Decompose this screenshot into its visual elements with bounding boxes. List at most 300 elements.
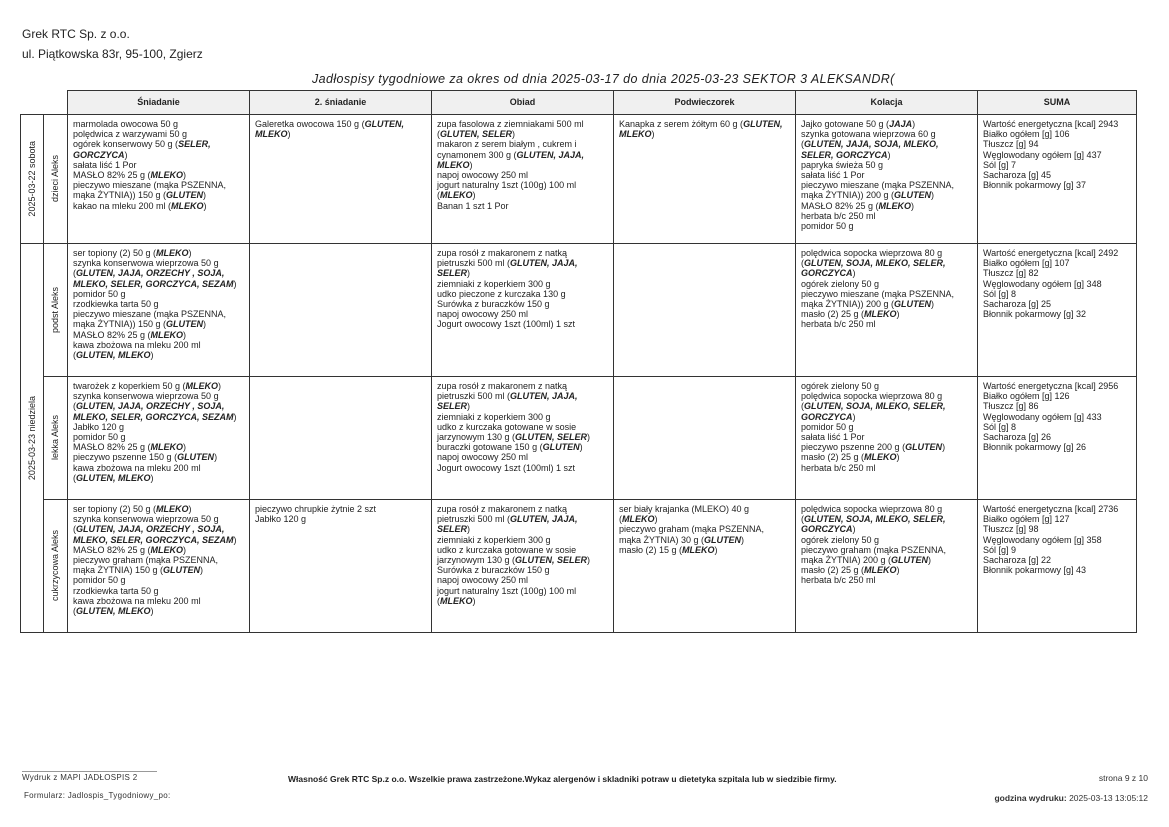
menu-text: mąka ŻYTNIA) 200 g ( <box>801 555 892 566</box>
menu-text: herbata b/c 250 ml <box>801 575 876 586</box>
menu-text: polędwica sopocka wieprzowa 80 g <box>801 391 943 402</box>
menu-text: mąka ŻYTNIA)) 150 g ( <box>73 319 167 330</box>
menu-text: pieczywo graham (mąka PSZENNA, <box>801 544 947 555</box>
menu-text: sałata liść 1 Por <box>801 432 865 443</box>
menu-line <box>73 180 244 190</box>
cell-sum <box>978 500 1137 633</box>
allergen-text: MLEKO <box>150 544 184 555</box>
document-title: Jadłospisy tygodniowe za okres od dnia 2025-03-17 do dnia 2025-03-23 SEKTOR 3 ALEKSANDR( <box>312 72 895 86</box>
cell-breakfast <box>68 115 250 244</box>
date-label: 2025-03-22 sobota <box>26 141 37 217</box>
menu-text: ) <box>587 555 591 566</box>
menu-text: ) <box>200 565 204 576</box>
menu-line <box>801 381 972 391</box>
menu-line <box>801 119 972 129</box>
menu-line <box>801 524 972 534</box>
menu-text: Węglowodany ogółem [g] 348 <box>983 278 1102 289</box>
menu-text: cynamonem 300 g ( <box>437 149 517 160</box>
menu-line <box>73 401 244 411</box>
diet-label: cukrzycowa Aleks <box>50 530 61 602</box>
menu-text: Wartość energetyczna [kcal] 2736 <box>983 504 1119 514</box>
allergen-text: GLUTEN, JAJA, <box>510 258 578 269</box>
menu-line <box>73 586 244 596</box>
menu-line <box>983 180 1131 190</box>
menu-line <box>801 248 972 258</box>
menu-text: Węglowodany ogółem [g] 358 <box>983 534 1102 545</box>
menu-line <box>801 258 972 268</box>
menu-text: pieczywo pszenne 150 g ( <box>73 452 178 463</box>
menu-line <box>73 170 244 180</box>
menu-line <box>73 160 244 170</box>
menu-text: Błonnik pokarmowy [g] 43 <box>983 565 1087 576</box>
allergen-text: SELER <box>437 401 468 412</box>
menu-line <box>73 119 244 129</box>
date-label: 2025-03-23 niedziela <box>26 395 37 481</box>
footer-divider <box>22 771 157 772</box>
menu-text: MASŁO 82% 25 g ( <box>73 170 151 181</box>
allergen-text: GORCZYCA <box>801 411 853 422</box>
menu-line <box>73 524 244 534</box>
menu-line <box>73 319 244 329</box>
menu-line <box>983 258 1131 268</box>
menu-line <box>437 432 608 442</box>
menu-text: ) <box>467 524 471 535</box>
cell-second-breakfast <box>250 115 432 244</box>
menu-text: ser biały krajanka (MLEKO) 40 g <box>619 504 750 514</box>
company-info <box>22 24 203 64</box>
diet-label: lekka Aleks <box>50 415 61 461</box>
menu-text: ( <box>801 258 804 269</box>
menu-text: pietruszki 500 ml ( <box>437 391 511 402</box>
menu-text: masło (2) 25 g ( <box>801 452 865 463</box>
menu-line <box>73 452 244 462</box>
menu-text: Jabłko 120 g <box>255 514 307 525</box>
menu-text: jarzynowym 130 g ( <box>437 432 516 443</box>
menu-text: szynka konserwowa wieprzowa 50 g <box>73 391 219 402</box>
menu-text: ) <box>654 514 658 525</box>
menu-text: ) <box>579 442 583 453</box>
menu-text: Jabłko 120 g <box>73 421 125 432</box>
menu-text: ) <box>203 200 207 211</box>
menu-line <box>73 606 244 616</box>
menu-line <box>801 575 972 585</box>
allergen-text: MLEKO <box>864 452 897 463</box>
company-name: Grek RTC Sp. z o.o. <box>22 27 130 41</box>
menu-line <box>73 463 244 473</box>
menu-text: ) <box>467 401 471 412</box>
column-header-dinner: Kolacja <box>796 91 978 115</box>
menu-text: zupa fasolowa z ziemniakami 500 ml <box>437 119 584 129</box>
menu-text: ) <box>931 190 935 201</box>
menu-line <box>437 514 608 524</box>
cell-second-breakfast <box>250 244 432 377</box>
menu-text: ogórek zielony 50 g <box>801 534 880 545</box>
footer-ownership: Własność Grek RTC Sp.z o.o. Wszelkie prawa zastrzeżone.Wykaz alergenów i skladniki potraw u dietetyka szpitala lub w siedzibie firmy. <box>288 774 837 784</box>
header-row <box>21 91 1137 115</box>
allergen-text: GLUTEN, JAJA, ORZECHY , SOJA, <box>76 401 225 412</box>
menu-text: MASŁO 82% 25 g ( <box>73 442 151 453</box>
allergen-text: GLUTEN, <box>364 119 405 129</box>
menu-text: Białko ogółem [g] 127 <box>983 514 1070 525</box>
menu-line <box>437 309 608 319</box>
menu-line <box>437 422 608 432</box>
allergen-text: MLEKO <box>156 248 189 258</box>
menu-line <box>73 201 244 211</box>
menu-text: ( <box>801 514 804 525</box>
menu-line <box>983 412 1131 422</box>
menu-line <box>73 555 244 565</box>
footer-page-number: strona 9 z 10 <box>1098 773 1148 783</box>
menu-text: pieczywo mieszane (mąka PSZENNA, <box>73 309 227 320</box>
menu-text: ( <box>73 268 76 279</box>
allergen-text: MLEKO, SELER, GORCZYCA, SEZAM <box>73 278 234 289</box>
allergen-text: GLUTEN <box>177 452 215 463</box>
allergen-text: GORCZYCA <box>73 149 125 160</box>
menu-line <box>801 555 972 565</box>
allergen-text: MLEKO <box>150 442 184 453</box>
cell-dinner <box>796 115 978 244</box>
menu-text: pieczywo mieszane (mąka PSZENNA, <box>801 180 955 191</box>
menu-text: ) <box>214 452 218 463</box>
menu-line <box>983 401 1131 411</box>
allergen-text: MLEKO <box>437 159 470 170</box>
menu-line <box>437 119 608 129</box>
allergen-text: MLEKO <box>150 170 184 181</box>
menu-line <box>619 545 790 555</box>
menu-text: Białko ogółem [g] 126 <box>983 391 1070 402</box>
menu-line <box>73 432 244 442</box>
menu-line <box>437 248 608 258</box>
menu-line <box>801 391 972 401</box>
menu-text: Sól [g] 8 <box>983 288 1017 299</box>
menu-line <box>619 119 790 129</box>
menu-line <box>437 596 608 606</box>
menu-line <box>801 190 972 200</box>
allergen-text: GLUTEN, SELER <box>515 555 588 566</box>
menu-text: Błonnik pokarmowy [g] 26 <box>983 442 1087 453</box>
diet-row <box>21 244 1137 377</box>
menu-line <box>801 221 972 231</box>
menu-text: ) <box>233 411 237 422</box>
menu-line <box>983 565 1131 575</box>
menu-line <box>437 319 608 329</box>
menu-text: ) <box>203 190 207 201</box>
allergen-text: GLUTEN, JAJA, ORZECHY , SOJA, <box>76 268 225 279</box>
menu-line <box>73 289 244 299</box>
cell-second-breakfast <box>250 500 432 633</box>
menu-text: kawa zbożowa na mleku 200 ml <box>73 462 201 473</box>
menu-line <box>73 190 244 200</box>
menu-line <box>983 514 1131 524</box>
menu-text: ) <box>150 472 154 483</box>
menu-text: ) <box>911 200 915 211</box>
menu-line <box>619 535 790 545</box>
menu-text: ) <box>183 329 187 340</box>
menu-text: ) <box>912 119 916 129</box>
menu-text: Sól [g] 8 <box>983 421 1017 432</box>
menu-text: papryka świeża 50 g <box>801 159 884 170</box>
menu-line <box>801 319 972 329</box>
allergen-text: GLUTEN <box>894 299 932 310</box>
menu-text: pomidor 50 g <box>73 432 126 443</box>
menu-line <box>801 289 972 299</box>
allergen-text: SELER, <box>178 139 211 150</box>
allergen-text: GLUTEN <box>166 319 204 330</box>
footer-printout: Wydruk z MAPI JADŁOSPIS 2 <box>22 773 138 782</box>
menu-line <box>73 350 244 360</box>
menu-text: ) <box>188 248 192 258</box>
menu-text: pieczywo pszenne 200 g ( <box>801 442 906 453</box>
menu-line <box>983 309 1131 319</box>
header-blank <box>44 91 68 115</box>
cell-dinner <box>796 377 978 500</box>
menu-line <box>983 422 1131 432</box>
menu-text: Białko ogółem [g] 107 <box>983 258 1070 269</box>
allergen-text: GLUTEN, SOJA, MLEKO, SELER, <box>804 258 946 269</box>
menu-line <box>73 268 244 278</box>
menu-text: polędwica sopocka wieprzowa 80 g <box>801 248 943 258</box>
allergen-text: MLEKO <box>682 544 715 555</box>
menu-text: zupa rosół z makaronem z natką <box>437 381 568 391</box>
menu-text: pomidor 50 g <box>801 421 854 432</box>
menu-line <box>619 514 790 524</box>
footer-print-time-label: godzina wydruku: <box>994 793 1067 803</box>
allergen-text: GLUTEN <box>163 565 201 576</box>
menu-line <box>73 596 244 606</box>
cell-lunch <box>432 115 614 244</box>
menu-line <box>801 401 972 411</box>
allergen-text: MLEKO <box>150 329 184 340</box>
menu-text: ( <box>801 401 804 412</box>
menu-text: ) <box>469 159 473 170</box>
menu-text: herbata b/c 250 ml <box>801 210 876 221</box>
menu-text: Banan 1 szt 1 Por <box>437 200 509 211</box>
menu-line <box>801 452 972 462</box>
menu-text: ) <box>896 309 900 320</box>
menu-line <box>983 160 1131 170</box>
menu-text: ) <box>714 544 718 555</box>
menu-text: rzodkiewka tarta 50 g <box>73 299 159 310</box>
menu-text: ) <box>467 268 471 279</box>
menu-text: pieczywo chrupkie żytnie 2 szt <box>255 504 377 514</box>
menu-line <box>73 330 244 340</box>
menu-text: Surówka z buraczków 150 g <box>437 565 550 576</box>
menu-text: masło (2) 25 g ( <box>801 309 865 320</box>
menu-text: herbata b/c 250 ml <box>801 319 876 330</box>
menu-text: kakao na mleku 200 ml ( <box>73 200 172 211</box>
menu-line <box>437 289 608 299</box>
allergen-text: SELER, GORCZYCA <box>801 149 888 160</box>
menu-text: jarzynowym 130 g ( <box>437 555 516 566</box>
menu-text: Sól [g] 7 <box>983 159 1017 170</box>
menu-text: polędwica sopocka wieprzowa 80 g <box>801 504 943 514</box>
menu-text: ) <box>233 278 237 289</box>
menu-line <box>73 422 244 432</box>
allergen-text: MLEKO <box>878 200 912 211</box>
menu-text: ) <box>942 442 946 453</box>
menu-text: pietruszki 500 ml ( <box>437 258 511 269</box>
menu-text: twarożek z koperkiem 50 g ( <box>73 381 186 391</box>
menu-text: pieczywo mieszane (mąka PSZENNA, <box>801 288 955 299</box>
menu-text: szynka gotowana wieprzowa 60 g <box>801 129 936 140</box>
menu-text: udko z kurczaka gotowane w sosie <box>437 421 577 432</box>
allergen-text: MLEKO <box>622 514 655 525</box>
menu-line <box>801 211 972 221</box>
allergen-text: GLUTEN <box>704 534 742 545</box>
menu-line <box>983 391 1131 401</box>
menu-text: pieczywo graham (mąka PSZENNA, <box>619 524 765 535</box>
allergen-text: MLEKO <box>864 565 897 576</box>
footer-form: Formularz: Jadlospis_Tygodniowy_po: <box>24 791 171 800</box>
weekly-menu-table <box>20 90 1137 633</box>
menu-line <box>255 504 426 514</box>
menu-text: ) <box>472 190 476 201</box>
menu-text: ( <box>73 472 76 483</box>
menu-line <box>801 412 972 422</box>
menu-text: MASŁO 82% 25 g ( <box>73 329 151 340</box>
allergen-text: GLUTEN, MLEKO <box>76 350 151 361</box>
menu-text: Wartość energetyczna [kcal] 2492 <box>983 248 1119 258</box>
allergen-text: GLUTEN, SELER <box>515 432 588 443</box>
menu-line <box>437 190 608 200</box>
allergen-text: GLUTEN <box>542 442 580 453</box>
menu-line <box>801 514 972 524</box>
allergen-text: GLUTEN, JAJA, <box>516 149 585 160</box>
menu-text: ) <box>203 319 207 330</box>
menu-text: sałata liść 1 Por <box>73 159 137 170</box>
menu-text: pieczywo mieszane (mąka PSZENNA, <box>73 180 227 191</box>
menu-text: polędwica z warzywami 50 g <box>73 129 188 140</box>
menu-line <box>437 268 608 278</box>
menu-line <box>983 555 1131 565</box>
menu-text: Jogurt owocowy 1szt (100ml) 1 szt <box>437 462 576 473</box>
menu-text: ziemniaki z koperkiem 300 g <box>437 278 551 289</box>
menu-line <box>983 535 1131 545</box>
allergen-text: MLEKO <box>171 200 204 211</box>
column-header-breakfast: Śniadanie <box>68 91 250 115</box>
menu-text: pietruszki 500 ml ( <box>437 514 511 525</box>
column-header-snack: Podwieczorek <box>614 91 796 115</box>
menu-text: ( <box>437 190 440 201</box>
cell-lunch <box>432 500 614 633</box>
cell-snack <box>614 500 796 633</box>
company-address: ul. Piątkowska 83r, 95-100, Zgierz <box>22 47 203 61</box>
cell-lunch <box>432 244 614 377</box>
allergen-text: MLEKO <box>156 504 189 514</box>
menu-line <box>801 279 972 289</box>
diet-row <box>21 115 1137 244</box>
menu-text: ) <box>183 170 187 181</box>
column-header-sum: SUMA <box>978 91 1137 115</box>
cell-dinner <box>796 244 978 377</box>
menu-text: ) <box>852 268 856 279</box>
menu-text: kawa zbożowa na mleku 200 ml <box>73 339 201 350</box>
menu-line <box>73 381 244 391</box>
menu-line <box>983 150 1131 160</box>
cell-snack <box>614 377 796 500</box>
menu-text: Tłuszcz [g] 98 <box>983 524 1039 535</box>
menu-text: Sól [g] 9 <box>983 544 1017 555</box>
menu-text: ) <box>931 299 935 310</box>
allergen-text: GLUTEN <box>891 555 929 566</box>
cell-breakfast <box>68 377 250 500</box>
menu-line <box>619 504 790 514</box>
menu-line <box>801 309 972 319</box>
menu-text: ) <box>150 350 154 361</box>
menu-text: ) <box>150 606 154 617</box>
menu-line <box>437 586 608 596</box>
menu-text: ogórek zielony 50 g <box>801 381 880 391</box>
menu-line <box>801 180 972 190</box>
menu-text: Sacharoza [g] 45 <box>983 170 1052 181</box>
menu-text: ( <box>437 129 440 140</box>
allergen-text: GLUTEN <box>894 190 932 201</box>
menu-text: sałata liść 1 Por <box>801 170 865 181</box>
menu-line <box>801 535 972 545</box>
menu-text: Tłuszcz [g] 82 <box>983 268 1039 279</box>
menu-text: pomidor 50 g <box>73 288 126 299</box>
menu-text: ( <box>437 595 440 606</box>
allergen-text: GLUTEN <box>905 442 943 453</box>
menu-text: Galeretka owocowa 150 g ( <box>255 119 365 129</box>
menu-line <box>983 299 1131 309</box>
menu-line <box>437 575 608 585</box>
menu-text: ) <box>587 432 591 443</box>
menu-line <box>437 170 608 180</box>
menu-text: ziemniaki z koperkiem 300 g <box>437 534 551 545</box>
menu-line <box>983 524 1131 534</box>
menu-text: Wartość energetyczna [kcal] 2956 <box>983 381 1119 391</box>
menu-line <box>437 201 608 211</box>
menu-text: ( <box>619 514 622 525</box>
menu-text: ( <box>73 401 76 412</box>
menu-text: napoj owocowy 250 ml <box>437 575 529 586</box>
menu-line <box>437 401 608 411</box>
menu-line <box>437 452 608 462</box>
allergen-text: GLUTEN, SOJA, MLEKO, SELER, <box>804 401 946 412</box>
menu-line <box>437 442 608 452</box>
menu-text: ) <box>287 129 291 140</box>
menu-text: Kanapka z serem żółtym 60 g ( <box>619 119 744 129</box>
menu-line <box>437 391 608 401</box>
menu-text: ) <box>852 411 856 422</box>
diet-cell <box>44 500 68 633</box>
menu-line <box>801 545 972 555</box>
menu-line <box>983 129 1131 139</box>
allergen-text: SELER <box>437 268 468 279</box>
menu-line <box>801 442 972 452</box>
menu-line <box>437 180 608 190</box>
menu-text: Sacharoza [g] 25 <box>983 299 1052 310</box>
menu-line <box>73 129 244 139</box>
allergen-text: MLEKO <box>255 129 288 140</box>
menu-text: ziemniaki z koperkiem 300 g <box>437 411 551 422</box>
allergen-text: MLEKO <box>864 309 897 320</box>
allergen-text: MLEKO <box>185 381 219 391</box>
menu-line <box>801 139 972 149</box>
menu-text: ( <box>73 350 76 361</box>
menu-text: szynka konserwowa wieprzowa 50 g <box>73 258 219 269</box>
menu-text: ) <box>887 149 891 160</box>
diet-cell <box>44 244 68 377</box>
menu-line <box>73 139 244 149</box>
menu-text: ) <box>928 555 932 566</box>
cell-sum <box>978 377 1137 500</box>
menu-text: zupa rosół z makaronem z natką <box>437 504 568 514</box>
menu-text: ) <box>896 452 900 463</box>
menu-line <box>437 412 608 422</box>
footer-print-time <box>994 793 1148 803</box>
